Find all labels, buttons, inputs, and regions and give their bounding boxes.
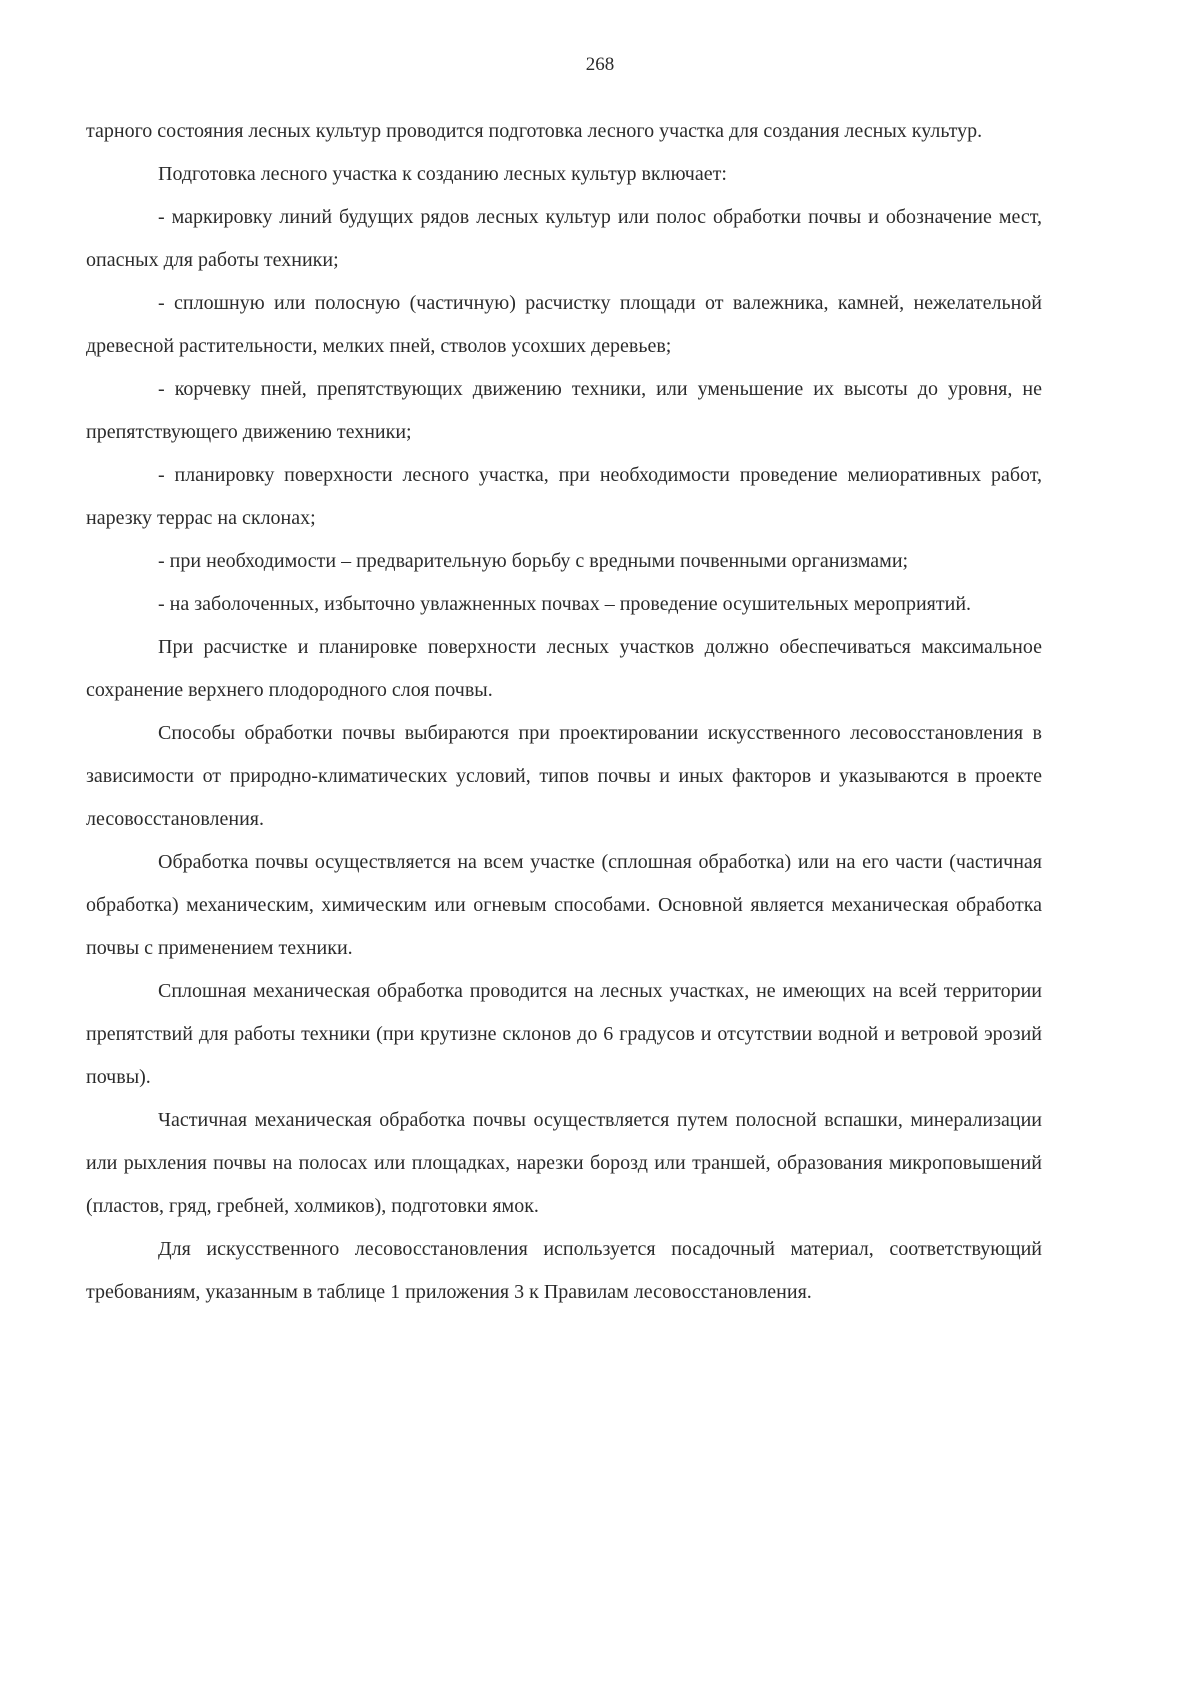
paragraph-partial: Частичная механическая обработка почвы осуществляется путем полосной вспашки, минерализации или рыхления почвы на полосах или площадках, нарезки борозд или траншей, образования микроповышений (пластов, гряд, гребней, холмиков), подготовки ямок. [86,1109,1042,1217]
list-item-marking: - маркировку линий будущих рядов лесных культур или полос обработки почвы и обозначение мест, опасных для работы техники; [86,206,1042,271]
document-body [86,110,1042,1314]
paragraph-planting-material: Для искусственного лесовосстановления используется посадочный материал, соответствующий требованиям, указанным в таблице 1 приложения 3 к Правилам лесовосстановления. [86,1238,1042,1303]
list-item-clearing: - сплошную или полосную (частичную) расчистку площади от валежника, камней, нежелательной древесной растительности, мелких пней, стволов усохших деревьев; [86,292,1042,357]
paragraph-processing: Обработка почвы осуществляется на всем участке (сплошная обработка) или на его части (частичная обработка) механическим, химическим или огневым способами. Основной является механическая обработка почвы с применением техники. [86,851,1042,959]
paragraph-continuation: тарного состояния лесных культур проводится подготовка лесного участка для создания лесных культур. [86,120,983,142]
page-number: 268 [585,54,615,75]
list-item-stumping: - корчевку пней, препятствующих движению техники, или уменьшение их высоты до уровня, не препятствующего движению техники; [86,378,1042,443]
paragraph-topsoil: При расчистке и планировке поверхности лесных участков должно обеспечиваться максимальное сохранение верхнего плодородного слоя почвы. [86,636,1042,701]
paragraph-methods: Способы обработки почвы выбираются при проектировании искусственного лесовосстановления в зависимости от природно-климатических условий, типов почвы и иных факторов и указываются в проекте лесовосстановления. [86,722,1042,830]
list-item-drainage: - на заболоченных, избыточно увлажненных почвах – проведение осушительных мероприятий. [158,593,972,615]
paragraph-continuous: Сплошная механическая обработка проводится на лесных участках, не имеющих на всей территории препятствий для работы техники (при крутизне склонов до 6 градусов и отсутствии водной и ветровой эрозий почвы). [86,980,1042,1088]
list-item-pest-control: - при необходимости – предварительную борьбу с вредными почвенными организмами; [158,550,909,572]
paragraph-intro: Подготовка лесного участка к созданию лесных культур включает: [158,163,727,185]
list-item-leveling: - планировку поверхности лесного участка, при необходимости проведение мелиоративных работ, нарезку террас на склонах; [86,464,1042,529]
